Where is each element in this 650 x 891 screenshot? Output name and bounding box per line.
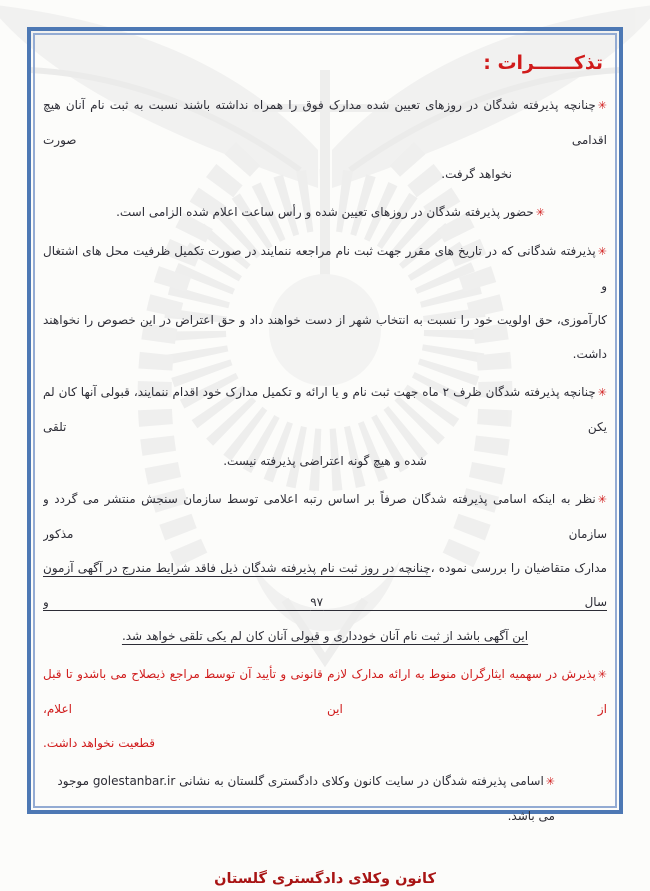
- document-line: [43, 88, 607, 157]
- text-segment: این آگهی باشد از ثبت نام آنان خودداری و قبولی آنان کان لم یکی تلقی خواهد شد.: [121, 629, 529, 643]
- signature-line: کانون وکلای دادگستری گلستان: [214, 871, 436, 887]
- document-line: [43, 482, 607, 551]
- text-segment: چنانچه پذیرفته شدگان در روزهای تعیین شده مدارک فوق را همراه نداشته باشند نسبت به ثبت نام آنان هیچ اقدامی صورت: [43, 98, 607, 147]
- bullet-asterisk-icon: ✳: [597, 386, 607, 399]
- text-segment: نظر به اینکه اسامی پذیرفته شدگان صرفاً بر اساس رتبه اعلامی توسط سازمان سنجش منتشر می گردد و سازمان مذکور: [43, 492, 607, 541]
- text-segment: مدارک متقاضیان را بررسی نموده ،: [430, 561, 607, 575]
- paragraph: [43, 375, 607, 478]
- text-segment: اسامی پذیرفته شدگان در سایت کانون وکلای دادگستری گلستان به نشانی golestanbar.ir موجود می باشد.: [57, 774, 555, 823]
- page-title: تذکــــــرات :: [483, 52, 603, 74]
- document-line: [43, 303, 607, 371]
- notice-body: [43, 88, 607, 833]
- text-segment: پذیرفته شدگانی که در تاریخ های مقرر جهت ثبت نام مراجعه ننمایند در صورت تکمیل ظرفیت محل های اشتغال و: [43, 244, 607, 293]
- document-line: [43, 195, 607, 230]
- paragraph: [43, 234, 607, 371]
- paragraph: [43, 195, 607, 230]
- notice-page: [43, 36, 607, 891]
- paragraph: [43, 482, 607, 653]
- text-segment: چنانچه پذیرفته شدگان ظرف ۲ ماه جهت ثبت نام و یا ارائه و تکمیل مدارک خود اقدام ننمایند، قبولی آنها کان لم یکن تلقی: [43, 385, 607, 434]
- document-line: [43, 619, 607, 653]
- paragraph: [43, 657, 607, 760]
- document-line: [43, 234, 607, 303]
- text-segment: کارآموزی، حق اولویت خود را نسبت به انتخاب شهر از دست خواهند داد و حق اعتراض در این خصوص را نخواهند داشت.: [43, 313, 607, 361]
- document-line: [43, 726, 607, 760]
- paragraph: [43, 88, 607, 191]
- paragraph: [43, 764, 607, 833]
- bullet-asterisk-icon: ✳: [545, 775, 555, 788]
- document-line: [43, 657, 607, 726]
- text-segment: پذیرش در سهمیه ایثارگران منوط به ارائه مدارک لازم قانونی و تأیید آن توسط مراجع ذیصلاح می باشدو تا قبل از این اعلام،: [43, 667, 607, 716]
- bullet-asterisk-icon: ✳: [597, 245, 607, 258]
- text-segment: چنانچه در روز ثبت نام پذیرفته شدگان ذیل فاقد شرایط مندرج در آگهی آزمون سال ۹۷ و: [43, 561, 607, 609]
- bullet-asterisk-icon: ✳: [597, 493, 607, 506]
- document-line: [43, 157, 607, 191]
- text-segment: شده و هیچ گونه اعتراضی پذیرفته نیست.: [223, 454, 427, 468]
- text-segment: قطعیت نخواهد داشت.: [43, 736, 155, 750]
- document-line: [43, 375, 607, 444]
- bullet-asterisk-icon: ✳: [597, 99, 607, 112]
- text-segment: حضور پذیرفته شدگان در روزهای تعیین شده و رأس ساعت اعلام شده الزامی است.: [116, 205, 534, 219]
- document-line: [43, 764, 607, 833]
- document-line: [43, 444, 607, 478]
- text-segment: نخواهد گرفت.: [441, 167, 512, 181]
- bullet-asterisk-icon: ✳: [535, 206, 545, 219]
- document-line: [43, 551, 607, 619]
- bullet-asterisk-icon: ✳: [597, 668, 607, 681]
